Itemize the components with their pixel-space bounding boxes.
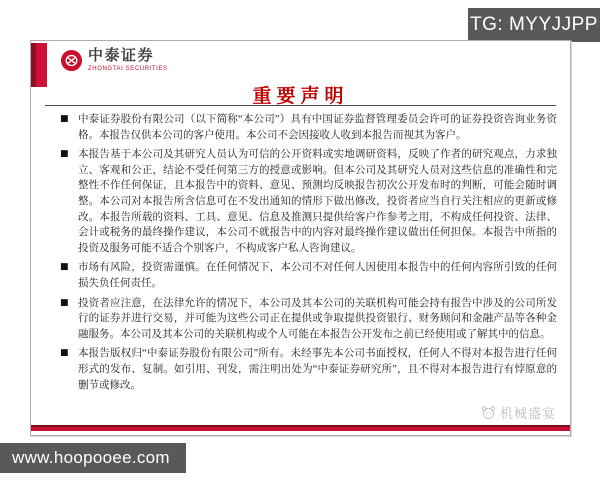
bottom-red-bar <box>31 425 570 431</box>
list-item <box>60 112 557 143</box>
brand-name-en: ZHONGTAI SECURITIES <box>88 66 168 72</box>
disclaimer-slide <box>30 40 571 436</box>
disclaimer-list <box>31 112 570 397</box>
list-item <box>60 147 557 256</box>
watermark-face-icon <box>481 405 496 420</box>
brand-name-cn: 中泰证券 <box>88 48 155 64</box>
list-item <box>60 260 557 291</box>
brand-text <box>88 49 168 72</box>
disclaimer-text: 本报告版权归“中泰证券股份有限公司”所有。未经事先本公司书面授权，任何人不得对本报告进行任何形式的发布、复制。如引用、刊发，需注明出处为“中泰证券研究所”，且不得对本报告进行有悖原意的删节或修改。 <box>78 348 557 391</box>
square-bullet-icon: ■ <box>60 348 69 359</box>
disclaimer-text: 中泰证券股份有限公司（以下简称“本公司”）具有中国证券监督管理委员会许可的证券投资咨询业务资格。本报告仅供本公司的客户使用。本公司不会因接收人收到本报告而视其为客户。 <box>78 114 557 141</box>
square-bullet-icon: ■ <box>60 149 69 160</box>
page-title: 重要声明 <box>252 86 349 107</box>
square-bullet-icon: ■ <box>60 262 69 273</box>
square-bullet-icon: ■ <box>60 114 69 124</box>
disclaimer-text: 市场有风险，投资需谨慎。在任何情况下，本公司不对任何人因使用本报告中的任何内容所引致的任何损失负任何责任。 <box>78 262 557 289</box>
watermark-label: 机械盛宴 <box>499 406 556 421</box>
title-divider <box>45 105 556 106</box>
telegram-contact-badge: TG: MYYJJPP <box>468 8 600 42</box>
list-item <box>60 346 557 393</box>
brand-logo <box>60 49 168 72</box>
square-bullet-icon: ■ <box>60 297 69 308</box>
list-item <box>60 296 557 343</box>
watermark <box>481 403 556 422</box>
website-badge: www.hoopooee.com <box>0 443 186 473</box>
zhongtai-logo-icon <box>60 49 83 72</box>
disclaimer-text: 本报告基于本公司及其研究人员认为可信的公开资料或实地调研资料，反映了作者的研究观点，力求独立、客观和公正，结论不受任何第三方的授意或影响。但本公司及其研究人员对这些信息的准确性和完整性不作任何保证，且本报告中的资料、意见、预测均反映报告初次公开发布时的判断，可能会随时调整。本公司对本报告所含信息可在不发出通知的情形下做出修改，投资者应当自行关注相应的更新或修改。本报告所载的资料、工具、意见、信息及推测只提供给客户作参考之用，不构成任何投资、法律、会计或税务的最终操作建议，本公司不就报告中的内容对最终操作建议做出任何担保。本报告中所指的投资及服务可能不适合个别客户，不构成客户私人咨询建议。 <box>78 149 557 254</box>
disclaimer-text: 投资者应注意，在法律允许的情况下，本公司及其本公司的关联机构可能会持有报告中涉及的公司所发行的证券并进行交易，并可能为这些公司正在提供或争取提供投资银行、财务顾问和金融产品等各种金融服务。本公司及其本公司的关联机构或个人可能在本报告公开发布之前已经使用或了解其中的信息。 <box>78 297 557 340</box>
